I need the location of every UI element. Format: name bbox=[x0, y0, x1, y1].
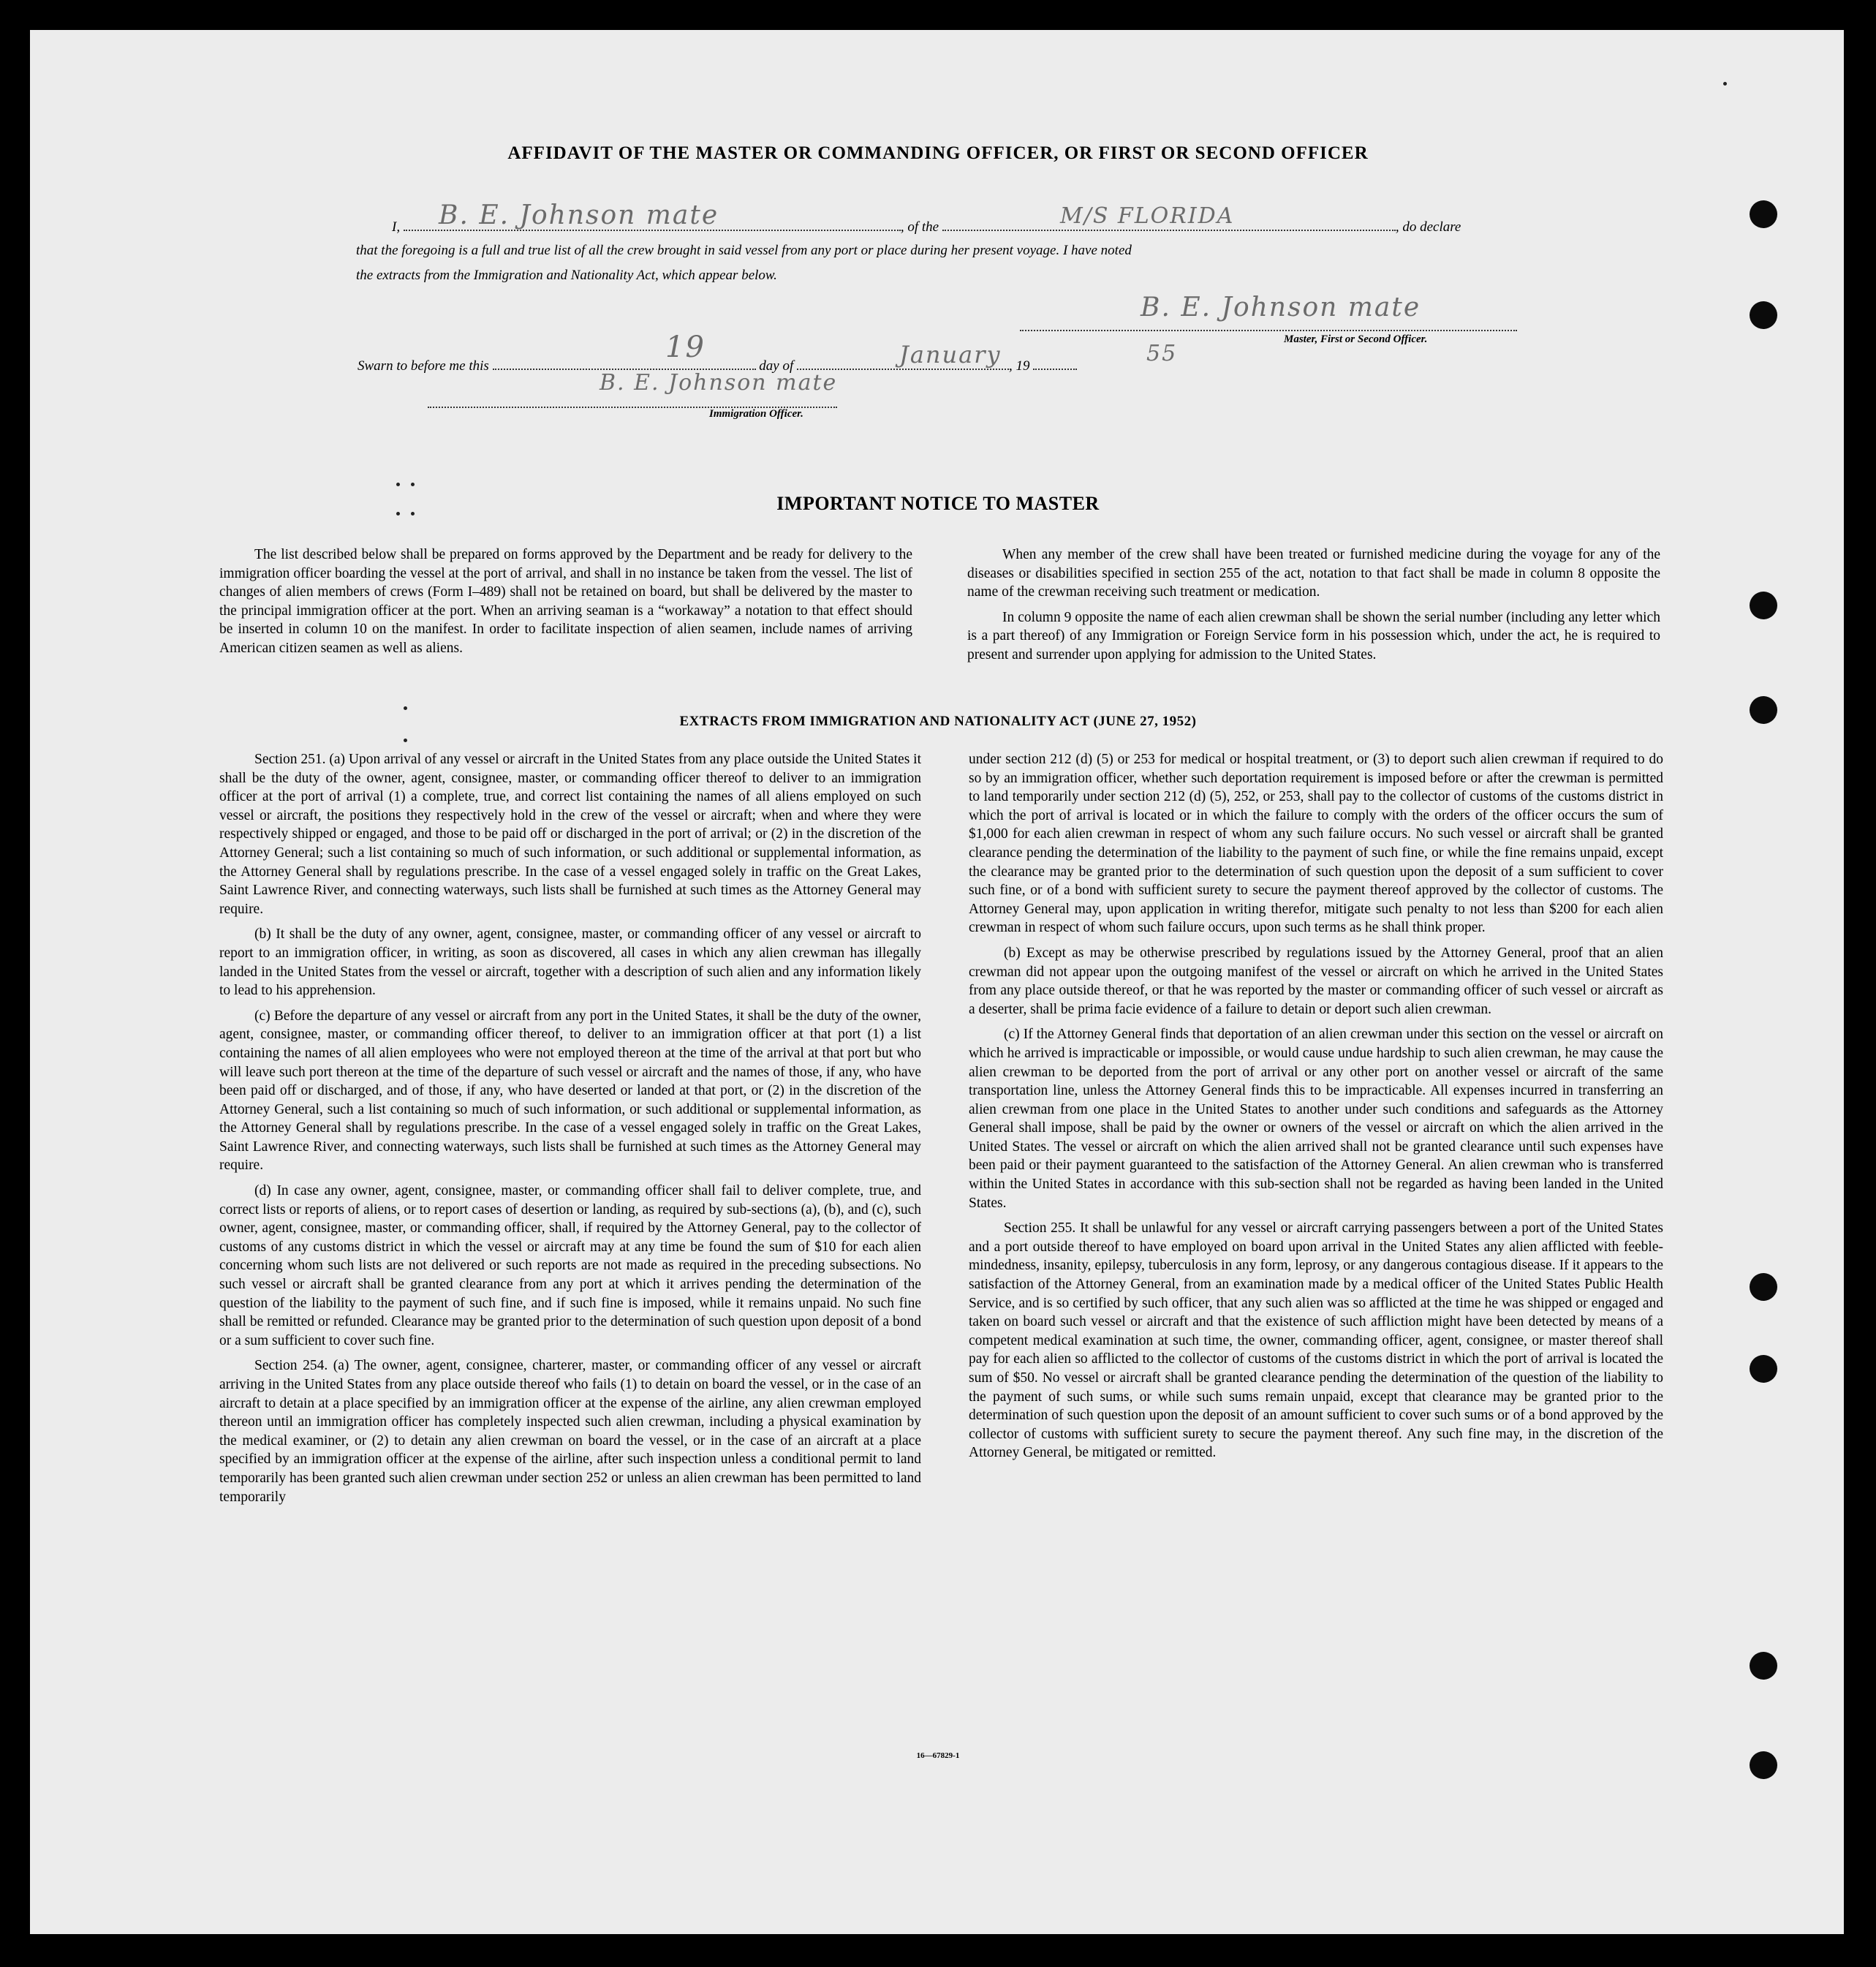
notice-left-paragraph: The list described below shall be prepared on forms approved by the Department and be ready for delivery to the immigration officer boarding the vessel at the port of arrival, and shall in no instance be taken from the vessel. The list of changes of alien members of crews (Form I–489) shall not be retained on board, but shall be delivered by the master to the principal immigration officer at the port. When an arriving seaman is a “workaway” a notation to that effect should be inserted in column 10 on the manifest. In order to facilitate inspection of alien seamen, include names of arriving American citizen seamen as well as aliens. bbox=[219, 547, 912, 656]
year-prefix-label: , 19 bbox=[1009, 358, 1030, 374]
immigration-officer-signature-line bbox=[428, 393, 837, 408]
section-paragraph: (c) If the Attorney General finds that deportation of an alien crewman under this section on the vessel or aircraft on which he arrived is impracticable or impossible, or would cause undue hardship to such alien crewman, he may cause the alien crewman to be deported from the port of arrival or any other port on another vessel or aircraft of the same transportation line, unless the Attorney General finds this to be impracticable. All expenses incurred in transferring an alien crewman from one place in the United States to another under such conditions and safeguards as the Attorney General shall impose, shall be paid by the owner or owners of the vessel or aircraft on which the alien arrived in the United States. The vessel or aircraft on which the alien arrived shall not be granted clearance until such expenses have been paid or their payment guaranteed to the satisfaction of the Attorney General. An alien crewman who is transferred within the United States in accordance with this sub-section shall not be regarded as having been landed in the United States. bbox=[969, 1027, 1663, 1211]
affidavit-title: AFFIDAVIT OF THE MASTER OR COMMANDING OFFICER, OR FIRST OR SECOND OFFICER bbox=[507, 143, 1369, 163]
section-paragraph: (b) Except as may be otherwise prescribed by regulations issued by the Attorney General, proof that an alien crewman did not appear upon the outgoing manifest of the vessel or aircraft on which he arrived in the United States from any place outside thereof, or that he was reported by the master or commanding officer of such vessel or aircraft as a deserter, shall be prima facie evidence of a failure to detain or deport such alien crewman. bbox=[969, 945, 1663, 1017]
binder-hole bbox=[1750, 200, 1777, 228]
handwritten-master-signature: B. E. Johnson mate bbox=[1141, 292, 1421, 322]
handwritten-vessel-name: M/S FLORIDA bbox=[1060, 203, 1235, 229]
affidavit-text-line-3: the extracts from the Immigration and Nationality Act, which appear below. bbox=[356, 268, 777, 283]
binder-hole bbox=[1750, 1355, 1777, 1383]
handwritten-day: 19 bbox=[665, 331, 706, 364]
notice-right-paragraph: In column 9 opposite the name of each alien crewman shall be shown the serial number (including any letter which is a part thereof) of any Immigration or Foreign Service form in his possession which, under the act, he is required to present and surrender upon applying for admission to the United States. bbox=[967, 609, 1660, 662]
extracts-title: EXTRACTS FROM IMMIGRATION AND NATIONALITY ACT (JUNE 27, 1952) bbox=[679, 714, 1197, 729]
notice-right-column bbox=[967, 545, 1660, 671]
day-of-label: day of bbox=[759, 358, 794, 374]
speck bbox=[404, 706, 407, 710]
section-paragraph: Section 251. (a) Upon arrival of any vessel or aircraft in the United States from any place outside the United States it shall be the duty of the owner, agent, consignee, master, or commanding officer thereof to deliver to an immigration officer at the port of arrival (1) a complete, true, and correct list containing the names of all aliens employed on such vessel or aircraft, the positions they respectively hold in the crew of the vessel or aircraft; when and where they were respectively shipped or engaged, and those to be paid off or discharged in the port of arrival; or (2) in the discretion of the Attorney General; such a list containing so much of such information, or such additional or supplemental information, as the Attorney General shall by regulations prescribe. In the case of a vessel engaged solely in traffic on the Great Lakes, Saint Lawrence River, and connecting waterways, such lists shall be furnished at such times as the Attorney General may require. bbox=[219, 752, 921, 917]
sworn-day-field bbox=[493, 355, 756, 370]
binder-hole bbox=[1750, 1273, 1777, 1301]
master-signature-caption: Master, First or Second Officer. bbox=[1284, 333, 1428, 345]
speck bbox=[411, 483, 415, 486]
section-paragraph: under section 212 (d) (5) or 253 for medical or hospital treatment, or (3) to deport such alien crewman if required to do so by an immigration officer, whether such deportation requirement is imposed before or after the crewman is permitted to land temporarily under section 212 (d) (5), 252, or 253, shall pay to the collector of customs of the customs district in which the port of arrival is located or in which the failure to comply with the orders of the officer occurs the sum of $1,000 for each alien crewman in respect of whom any such failure occurs. No such vessel or aircraft shall be granted clearance pending the determination of the liability to the payment of such fine, or while the fine remains unpaid, except the clearance may be granted prior to the determination of such question upon the deposit of a sum sufficient to cover such fine, or of a bond with sufficient surety to secure the payment thereof approved by the collector of customs. The Attorney General may, upon application in writing therefor, mitigate such penalty to not less than $200 for each alien crewman in respect of whom such failure occurs, upon such terms as he shall think proper. bbox=[969, 752, 1663, 936]
speck bbox=[404, 739, 407, 742]
form-number: 16—67829-1 bbox=[916, 1751, 960, 1760]
section-paragraph: (c) Before the departure of any vessel or aircraft from any port in the United States, it shall be the duty of the owner, agent, consignee, master, or commanding officer thereof, to deliver to an immigration officer at that port (1) a list containing the names of all alien employees who were not employed thereon at the time of the arrival at that port but who will leave such port thereon at the time of the departure of such vessel or aircraft and the names of those, if any, who have been paid off or discharged, and of those, if any, who have deserted or landed at that port, or (2) in the discretion of the Attorney General, such a list containing so much of such information, or such additional or supplemental information, as the Attorney General shall by regulations prescribe. In the case of a vessel engaged solely in traffic on the Great Lakes, Saint Lawrence River, and connecting waterways, such lists shall be furnished at such times as the Attorney General may require. bbox=[219, 1008, 921, 1174]
speck bbox=[396, 483, 400, 486]
section-paragraph: (b) It shall be the duty of any owner, agent, consignee, master, or commanding officer of any vessel or aircraft to report to an immigration officer, in writing, as soon as discovered, all cases in which any alien crewman has illegally landed in the United States from the vessel or aircraft, together with a description of such alien and any information likely to lead to his apprehension. bbox=[219, 926, 921, 999]
notice-left-column bbox=[219, 545, 912, 665]
section-paragraph: Section 255. It shall be unlawful for any vessel or aircraft carrying passengers between a port of the United States and a port outside thereof to have employed on board upon arrival in the United States any alien afflicted with feeble-mindedness, insanity, epilepsy, tuberculosis in any form, leprosy, or any dangerous contagious disease. If it appears to the satisfaction of the Attorney General, from an examination made by a medical officer of the United States Public Health Service, and is so certified by such officer, that any such alien was so afflicted at the time he was shipped or engaged and taken on board such vessel or aircraft and that the existence of such affliction might have been detected by means of a competent medical examination at such time, the owner, commanding officer, agent, consignee, or master thereof shall pay for each alien so afflicted to the collector of customs of the customs district in which the port of arrival is located the sum of $50. No vessel or aircraft shall be granted clearance pending the determination of the question of the liability to the payment of such sums, or while such sums remain unpaid, except that clearance may be granted prior to the determination of such question upon the deposit of an amount sufficient to cover such sums or of a bond approved by the collector of customs with sufficient surety to secure the payment thereof. Any such fine may, in the discretion of the Attorney General, be mitigated or remitted. bbox=[969, 1220, 1663, 1461]
handwritten-officer-signature: B. E. Johnson mate bbox=[600, 370, 838, 396]
important-notice-title: IMPORTANT NOTICE TO MASTER bbox=[776, 493, 1100, 514]
section-paragraph: Section 254. (a) The owner, agent, consignee, charterer, master, or commanding officer of any vessel or aircraft arriving in the United States from any place outside thereof who fails (1) to detain on board the vessel, or in the case of an aircraft to detain at a place specified by an immigration officer at the expense of the airline, any alien crewman employed thereon until an immigration officer has completely inspected such alien crewman, including a physical examination by the medical examiner, or (2) to detain any alien crewman on board the vessel, or in the case of an aircraft at a place specified by an immigration officer at the expense of the airline, after such inspection unless a conditional permit to land temporarily has been granted such alien crewman under section 252 or unless an alien crewman has been permitted to land temporarily bbox=[219, 1358, 921, 1505]
of-the-label: , of the bbox=[900, 219, 939, 235]
affidavit-i-label: I, bbox=[392, 219, 401, 235]
immigration-officer-caption: Immigration Officer. bbox=[709, 408, 803, 420]
affidavit-text-line-2: that the foregoing is a full and true list of all the crew brought in said vessel from any port or place during her present voyage. I have noted bbox=[356, 243, 1132, 258]
binder-hole bbox=[1750, 1652, 1777, 1680]
speck bbox=[1723, 82, 1727, 86]
binder-hole bbox=[1750, 592, 1777, 619]
binder-hole bbox=[1750, 301, 1777, 329]
section-paragraph: (d) In case any owner, agent, consignee, master, or commanding officer shall fail to deliver complete, true, and correct lists or reports of aliens, or to report cases of desertion or landing, as required by sub-sections (a), (b), and (c), such owner, agent, consignee, master, or commanding officer, shall, if required by the Attorney General, pay to the collector of customs of any customs district in which the vessel or aircraft may at any time be found the sum of $10 for each alien concerning whom such lists are not delivered or such reports are not made as required in the preceding subsections. No such vessel or aircraft shall be granted clearance from any port at which it arrives pending the determination of the question of the liability to the payment of such fine, and if such fine is imposed, while it remains unpaid. No such fine shall be remitted or refunded. Clearance may be granted prior to the determination of such question upon deposit of a bond or a sum sufficient to cover such fine. bbox=[219, 1183, 921, 1348]
extracts-right-column bbox=[969, 750, 1663, 1469]
do-declare-label: , do declare bbox=[1395, 219, 1461, 235]
handwritten-officer-name: B. E. Johnson mate bbox=[439, 200, 719, 230]
handwritten-year: 55 bbox=[1146, 341, 1178, 366]
handwritten-month: January bbox=[899, 341, 1002, 369]
sworn-label: Swarn to before me this bbox=[358, 358, 489, 374]
sworn-year-field bbox=[1033, 355, 1077, 370]
notice-right-paragraph: When any member of the crew shall have been treated or furnished medicine during the voyage for any of the diseases or disabilities specified in section 255 of the act, notation to that fact shall be made in column 8 opposite the name of the crewman receiving such treatment or medication. bbox=[967, 547, 1660, 600]
extracts-left-column bbox=[219, 750, 921, 1513]
